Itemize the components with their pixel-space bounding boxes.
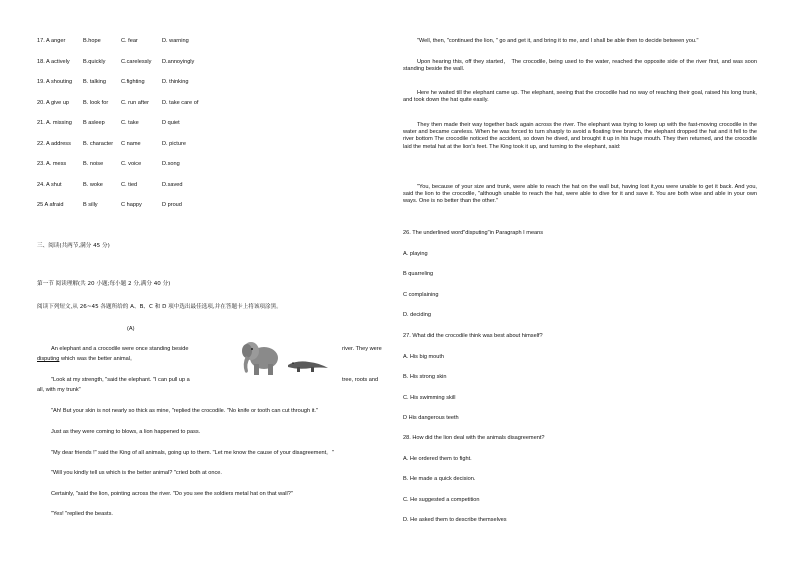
- cloze-option-c: C. run after: [121, 99, 149, 106]
- cloze-option-c: C. voice: [121, 161, 142, 167]
- cloze-option-b: B. woke: [83, 181, 103, 188]
- cloze-option-c: C. fear: [121, 38, 138, 44]
- cloze-option-a: 22. A address: [37, 140, 71, 147]
- cloze-option-d: D. take care of: [162, 99, 199, 106]
- para-2-end: tree, roots and: [342, 377, 379, 383]
- para-1-rest: which was the better animal。: [59, 356, 136, 362]
- cloze-option-a: 24. A shut: [37, 181, 62, 188]
- para-1-start: An elephant and a crocodile were once standing beside: [51, 346, 189, 352]
- para-1-line2: [37, 356, 136, 363]
- para-8: "Yes! "replied the beasts.: [51, 511, 113, 517]
- cloze-option-c: C.fighting: [121, 79, 145, 85]
- right-para-4: They then made their way together back again across the river. The elephant was trying to keep up with the fast-moving crocodile in the water and became careless. When he was forced to turn sharply to avoid a floating tree branch, the elephant dropped the hat and it fell to the river bottom The crocodile noticed the accident, so down he dived, and brought it up in his huge mouth. They then returned, and the crocodile laid the metal hat at the lion's feet. The King took it up, and turning to the elephant, said:: [403, 122, 757, 150]
- para-3: "Ah! But your skin is not nearly so thick as mine, "replied the crocodile. "No knife or tooth can cut through it.": [51, 408, 318, 414]
- cloze-option-c: C. take: [121, 120, 139, 126]
- cloze-option-b: B. talking: [83, 79, 107, 85]
- para-4: Just as they were coming to blows, a lion happened to pass.: [51, 429, 201, 435]
- cloze-option-d: D quiet: [162, 120, 180, 126]
- para-2-line2: all, with my trunk": [37, 387, 81, 393]
- answer-option[interactable]: B quarreling: [403, 271, 434, 277]
- cloze-option-a: 20. A give up: [37, 99, 70, 106]
- cloze-option-b: B. look for: [83, 99, 109, 106]
- para-2-start: "Look at my strength, "said the elephant. "I can pull up a: [51, 377, 190, 383]
- cloze-option-a: 18. A actively: [37, 58, 70, 65]
- answer-option[interactable]: A. He ordered them to fight.: [403, 455, 472, 462]
- para-1-end: river. They were: [342, 346, 382, 352]
- right-para-5: "You, because of your size and trunk, were able to reach the hat on the wall but, having lost it,you were unable to get it back. And you, said the lion to the crocodile, "although unable to reach the hat, were able to dive for it and save it. You are both wise and able in your own ways. One is no better than the other.": [403, 184, 757, 205]
- para-6: "Will you kindly tell us which is the better animal? "cried both at once.: [51, 470, 222, 476]
- answer-option[interactable]: D His dangerous teeth: [403, 415, 459, 421]
- crocodile-icon: [287, 356, 329, 374]
- cloze-option-d: D.saved: [162, 181, 183, 188]
- cloze-option-c: C happy: [121, 202, 142, 208]
- question-stem: 28. How did the lion deal with the animals disagreement?: [403, 435, 545, 441]
- instruction-text: 阅读下列短文,从 26~45 各题所给的 A、B、C 和 D 项中选出最佳选项,并在答题卡上将该项涂黑。: [37, 304, 282, 310]
- cloze-option-d: D. thinking: [162, 79, 189, 85]
- answer-option[interactable]: A. playing: [403, 250, 428, 257]
- section-heading: 三、阅读(共两节,满分 45 分): [37, 243, 110, 249]
- cloze-option-d: D.song: [162, 161, 180, 167]
- cloze-option-a: 25 A afraid: [37, 202, 64, 208]
- cloze-option-c: C name: [121, 140, 141, 147]
- answer-option[interactable]: B. His strong skin: [403, 374, 447, 380]
- para-5: "My dear friends !" said the King of all animals, going up to them. "Let me know the cause of your disagreement。": [51, 450, 334, 456]
- cloze-option-c: C.carelessly: [121, 58, 152, 65]
- right-para-1: "Well, then, "continued the lion, " go and get it, and bring it to me, and I shall be able then to decide between you.": [417, 38, 699, 44]
- cloze-option-c: C. tied: [121, 181, 138, 188]
- answer-option[interactable]: C complaining: [403, 291, 439, 298]
- cloze-option-b: B.hope: [83, 38, 101, 44]
- cloze-option-b: B. noise: [83, 161, 104, 167]
- cloze-option-d: D. picture: [162, 140, 186, 147]
- elephant-icon: [240, 338, 282, 378]
- cloze-option-b: B. character: [83, 140, 114, 147]
- question-stem: 27. What did the crocodile think was best about himself?: [403, 333, 543, 339]
- answer-option[interactable]: C. His swimming skill: [403, 394, 456, 401]
- cloze-option-d: D proud: [162, 202, 182, 208]
- question-stem: 26. The underlined word"disputing"in Paragraph I means: [403, 230, 544, 236]
- cloze-option-b: B.quickly: [83, 58, 106, 65]
- answer-option[interactable]: D. deciding: [403, 312, 431, 318]
- right-para-3: Here he waited till the elephant came up. The elephant, seeing that the crocodile had no way of reaching their goal, raised his long trunk, and took down the hat quite easily.: [403, 90, 757, 104]
- answer-option[interactable]: B. He made a quick decision.: [403, 476, 476, 482]
- cloze-option-a: 23. A. mess: [37, 161, 67, 167]
- passage-label: (A): [127, 326, 135, 332]
- answer-option[interactable]: C. He suggested a competition: [403, 496, 480, 503]
- cloze-option-a: 19. A shouting: [37, 79, 73, 85]
- cloze-option-d: D. warning: [162, 38, 189, 44]
- right-para-2: Upon hearing this, off they started， The crocodile, being used to the water, reached the opposite side of the river first, and was soon standing beside the wall.: [403, 59, 757, 73]
- para-7: Certainly, "said the lion, pointing across the river. "Do you see the soldiers metal hat on that wall?": [51, 491, 293, 497]
- cloze-option-b: B silly: [83, 202, 98, 208]
- part-heading: 第一节 阅读理解(共 20 小题;每小题 2 分,满分 40 分): [37, 281, 171, 287]
- cloze-option-a: 21. A. missing: [37, 120, 72, 126]
- answer-option[interactable]: A. His big mouth: [403, 353, 445, 360]
- cloze-option-a: 17. A anger: [37, 38, 66, 44]
- answer-option[interactable]: D. He asked them to describe themselves: [403, 517, 507, 523]
- cloze-option-b: B asleep: [83, 120, 105, 126]
- underlined-word: disputing: [37, 356, 60, 362]
- cloze-option-d: D.annoyingly: [162, 58, 195, 65]
